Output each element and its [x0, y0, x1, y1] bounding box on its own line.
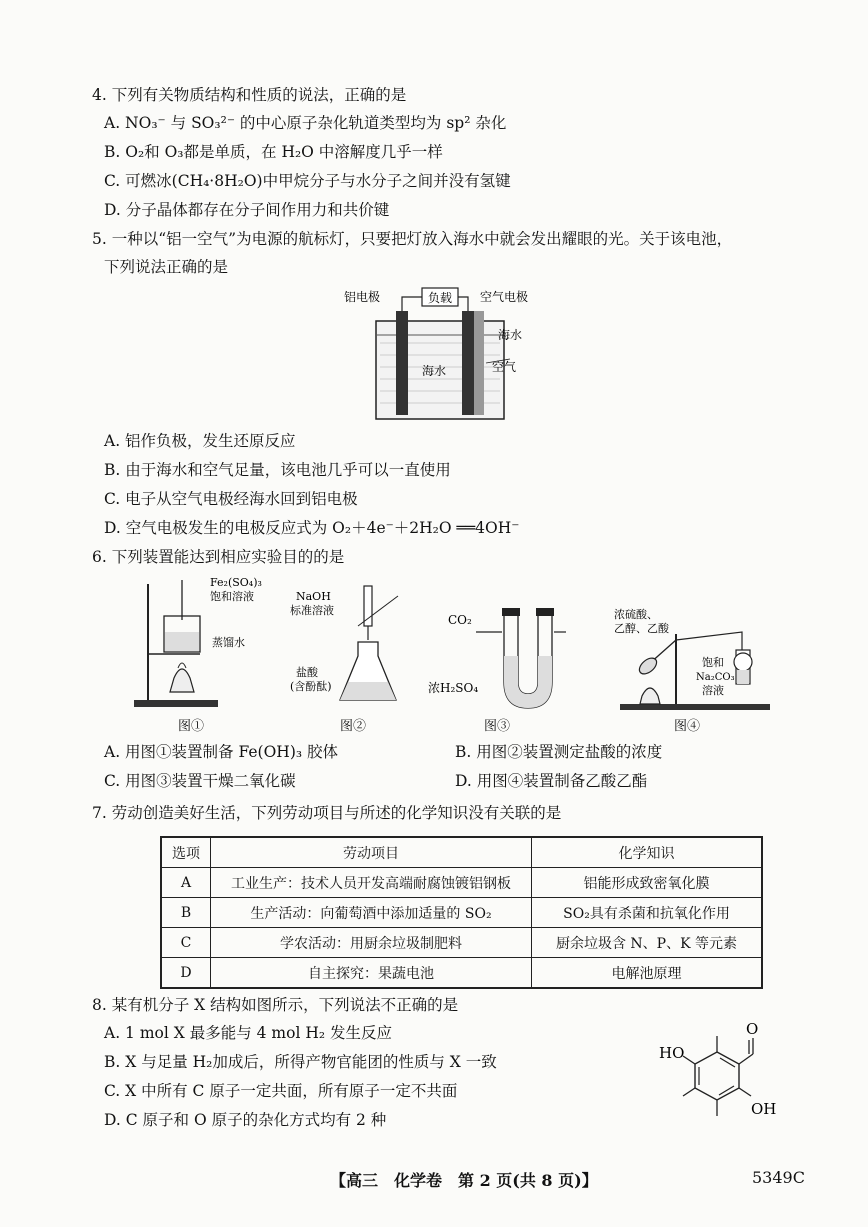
header-labor: 劳动项目 — [211, 837, 532, 868]
fig2-caption: 图② — [340, 719, 367, 734]
fig2-label-1: NaOH — [296, 590, 331, 603]
aluminum-electrode — [396, 311, 408, 415]
fig1-label-3: 蒸馏水 — [212, 636, 245, 649]
fig4-label-1: 浓硫酸、 — [614, 608, 658, 621]
cell-knowledge: 铝能形成致密氧化膜 — [532, 868, 763, 898]
seawater-right-label: 海水 — [498, 328, 523, 342]
cell-option: B — [161, 898, 211, 928]
fig4-label-4: Na₂CO₃ — [696, 672, 735, 683]
fig2-label-3: 盐酸 — [296, 666, 318, 679]
fig4-label-5: 溶液 — [702, 684, 724, 697]
q8-option-d: D. C 原子和 O 原子的杂化方式均有 2 种 — [104, 1111, 387, 1129]
table-row — [161, 958, 762, 989]
q4-option-b: B. O₂和 O₃都是单质，在 H₂O 中溶解度几乎一样 — [104, 143, 443, 161]
molecule-o-label: O — [746, 1020, 759, 1038]
cell-knowledge: SO₂具有杀菌和抗氧化作用 — [532, 898, 763, 928]
air-label: 空气 — [492, 360, 517, 374]
page-footer: 【高三 化学卷 第 2 页(共 8 页)】 — [330, 1171, 598, 1190]
q5-battery-figure — [340, 283, 550, 428]
fig3-caption: 图③ — [484, 719, 511, 734]
q5-stem-line1: 5. 一种以“铝一空气”为电源的航标灯，只要把灯放入海水中就会发出耀眼的光。关于该电池， — [92, 230, 733, 248]
q4-option-d: D. 分子晶体都存在分子间作用力和共价键 — [104, 201, 390, 219]
fig4-label-3: 饱和 — [702, 656, 724, 669]
cell-option: C — [161, 928, 211, 958]
header-knowledge: 化学知识 — [532, 837, 763, 868]
q6-option-b: B. 用图②装置测定盐酸的浓度 — [455, 743, 663, 761]
q5-stem-line2: 下列说法正确的是 — [104, 258, 229, 276]
q5-option-c: C. 电子从空气电极经海水回到铝电极 — [104, 490, 358, 508]
cell-knowledge: 厨余垃圾含 N、P、K 等元素 — [532, 928, 763, 958]
al-electrode-label: 铝电极 — [344, 290, 381, 304]
fig1-caption: 图① — [178, 719, 205, 734]
q5-option-d: D. 空气电极发生的电极反应式为 O₂＋4e⁻＋2H₂O ══4OH⁻ — [104, 519, 520, 537]
fig2-label-2: 标准溶液 — [290, 604, 334, 617]
q6-option-a: A. 用图①装置制备 Fe(OH)₃ 胶体 — [104, 743, 339, 761]
cell-option: A — [161, 868, 211, 898]
q6-figure-2 — [288, 582, 408, 712]
q6-figure-4 — [612, 610, 778, 714]
fig4-caption: 图④ — [674, 719, 701, 734]
q4-option-c: C. 可燃冰(CH₄·8H₂O)中甲烷分子与水分子之间并没有氢键 — [104, 172, 511, 190]
q8-option-a: A. 1 mol X 最多能与 4 mol H₂ 发生反应 — [104, 1024, 392, 1042]
cell-option: D — [161, 958, 211, 989]
seawater-label: 海水 — [422, 364, 447, 378]
q8-option-c: C. X 中所有 C 原子一定共面，所有原子一定不共面 — [104, 1082, 458, 1100]
table-row — [161, 928, 762, 958]
q6-stem: 6. 下列装置能达到相应实验目的的是 — [92, 548, 345, 566]
fig4-label-2: 乙醇、乙酸 — [614, 622, 669, 635]
q7-stem: 7. 劳动创造美好生活，下列劳动项目与所述的化学知识没有关联的是 — [92, 804, 562, 822]
fig3-label-2: 浓H₂SO₄ — [428, 681, 479, 695]
fig1-label-2: 饱和溶液 — [210, 590, 254, 603]
fig1-label-1: Fe₂(SO₄)₃ — [210, 576, 262, 589]
fig2-label-4: (含酚酞) — [290, 680, 332, 693]
header-option: 选项 — [161, 837, 211, 868]
air-electrode-label: 空气电极 — [480, 290, 529, 304]
q8-molecule-figure — [655, 1018, 785, 1130]
q5-option-a: A. 铝作负极，发生还原反应 — [104, 432, 296, 450]
q7-table — [160, 836, 763, 989]
q4-stem: 4. 下列有关物质结构和性质的说法，正确的是 — [92, 86, 407, 104]
paper-code: 5349C — [752, 1168, 805, 1187]
molecule-ho-label: HO — [659, 1044, 685, 1062]
air-electrode — [462, 311, 474, 415]
q8-option-b: B. X 与足量 H₂加成后，所得产物官能团的性质与 X 一致 — [104, 1053, 497, 1071]
q6-figure-3 — [426, 606, 586, 714]
molecule-oh-label: OH — [751, 1100, 777, 1118]
q8-stem: 8. 某有机分子 X 结构如图所示，下列说法不正确的是 — [92, 996, 459, 1014]
cell-labor: 自主探究：果蔬电池 — [211, 958, 532, 989]
q4-option-a: A. NO₃⁻ 与 SO₃²⁻ 的中心原子杂化轨道类型均为 sp² 杂化 — [104, 114, 507, 132]
q6-option-d: D. 用图④装置制备乙酸乙酯 — [455, 772, 648, 790]
table-row — [161, 868, 762, 898]
cell-labor: 生产活动：向葡萄酒中添加适量的 SO₂ — [211, 898, 532, 928]
cell-labor: 学农活动：用厨余垃圾制肥料 — [211, 928, 532, 958]
cell-labor: 工业生产：技术人员开发高端耐腐蚀镀铝钢板 — [211, 868, 532, 898]
cell-knowledge: 电解池原理 — [532, 958, 763, 989]
q6-option-c: C. 用图③装置干燥二氧化碳 — [104, 772, 296, 790]
q5-option-b: B. 由于海水和空气足量，该电池几乎可以一直使用 — [104, 461, 451, 479]
fig3-label-1: CO₂ — [448, 613, 472, 627]
q6-figure-1 — [130, 574, 262, 714]
table-row — [161, 898, 762, 928]
table-header-row — [161, 837, 762, 868]
load-label: 负载 — [427, 291, 453, 305]
